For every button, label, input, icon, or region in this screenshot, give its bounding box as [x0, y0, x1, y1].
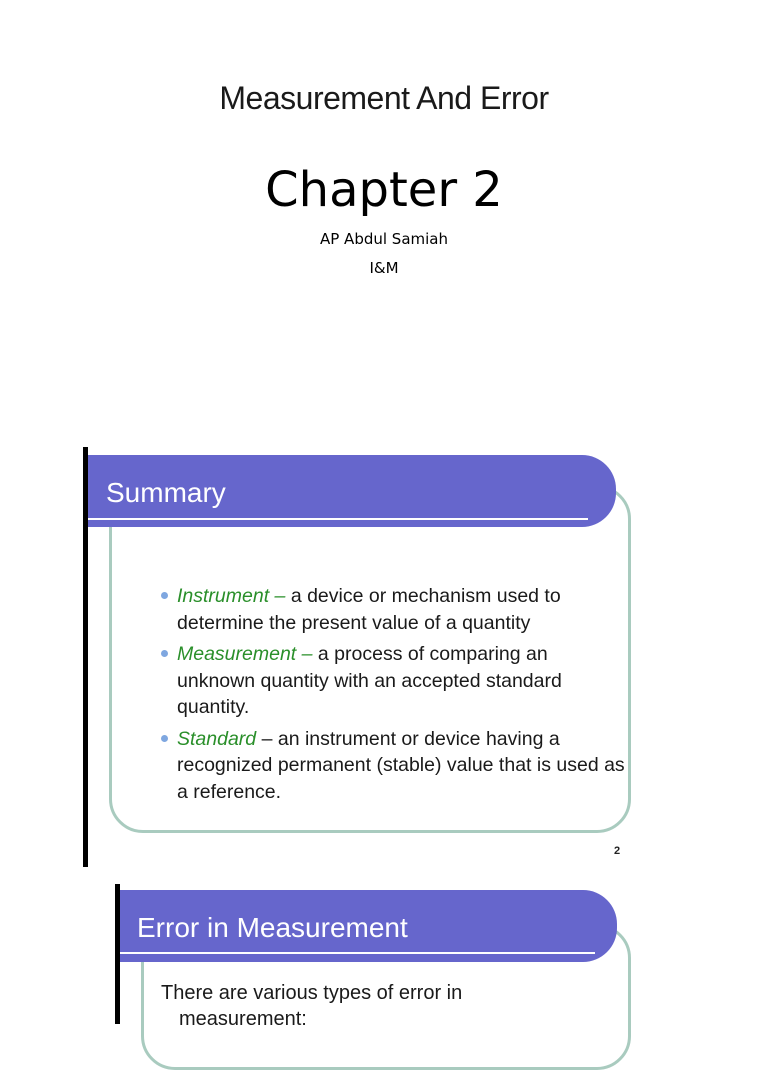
- bullet-dash: –: [256, 727, 278, 750]
- bullet-item: [161, 583, 631, 636]
- bullet-item: [161, 726, 631, 806]
- bullet-term: Measurement: [177, 643, 297, 665]
- slide-header: [88, 455, 616, 527]
- bullet-dash: –: [296, 643, 318, 665]
- header-underline: [120, 952, 595, 954]
- slide-header-title: Summary: [106, 477, 226, 508]
- slide-summary: [83, 447, 643, 867]
- author-name: AP Abdul Samiah: [319, 230, 448, 248]
- body-line: measurement:: [179, 1008, 307, 1030]
- bullet-term: Instrument: [177, 585, 270, 607]
- slide-body-text: [161, 980, 601, 1032]
- bullet-text: a process of comparing an unknown quantity with an accepted standard quantity.: [177, 643, 562, 718]
- bullet-dot-icon: [161, 735, 168, 742]
- bullet-dash: –: [269, 585, 291, 607]
- bullet-text: an instrument or device having a recognized permanent (stable) value that is used as a reference.: [177, 727, 625, 803]
- document-title: Measurement And Error: [219, 80, 549, 116]
- slide-header-title: Error in Measurement: [137, 912, 408, 943]
- slide-error-in-measurement: [115, 884, 645, 1030]
- slide-header: [120, 890, 617, 962]
- subject-name: I&M: [369, 259, 399, 277]
- body-line: There are various types of error in: [161, 982, 463, 1004]
- bullet-text: a device or mechanism used to determine the present value of a quantity: [177, 585, 561, 634]
- slide-page-number: 2: [614, 845, 621, 857]
- bullet-dot-icon: [161, 592, 168, 599]
- bullet-dot-icon: [161, 650, 168, 657]
- bullet-item: [161, 641, 631, 721]
- chapter-heading: Chapter 2: [265, 162, 503, 218]
- bullet-term: Standard: [177, 727, 257, 750]
- header-underline: [88, 518, 588, 520]
- bullet-list: [161, 583, 631, 810]
